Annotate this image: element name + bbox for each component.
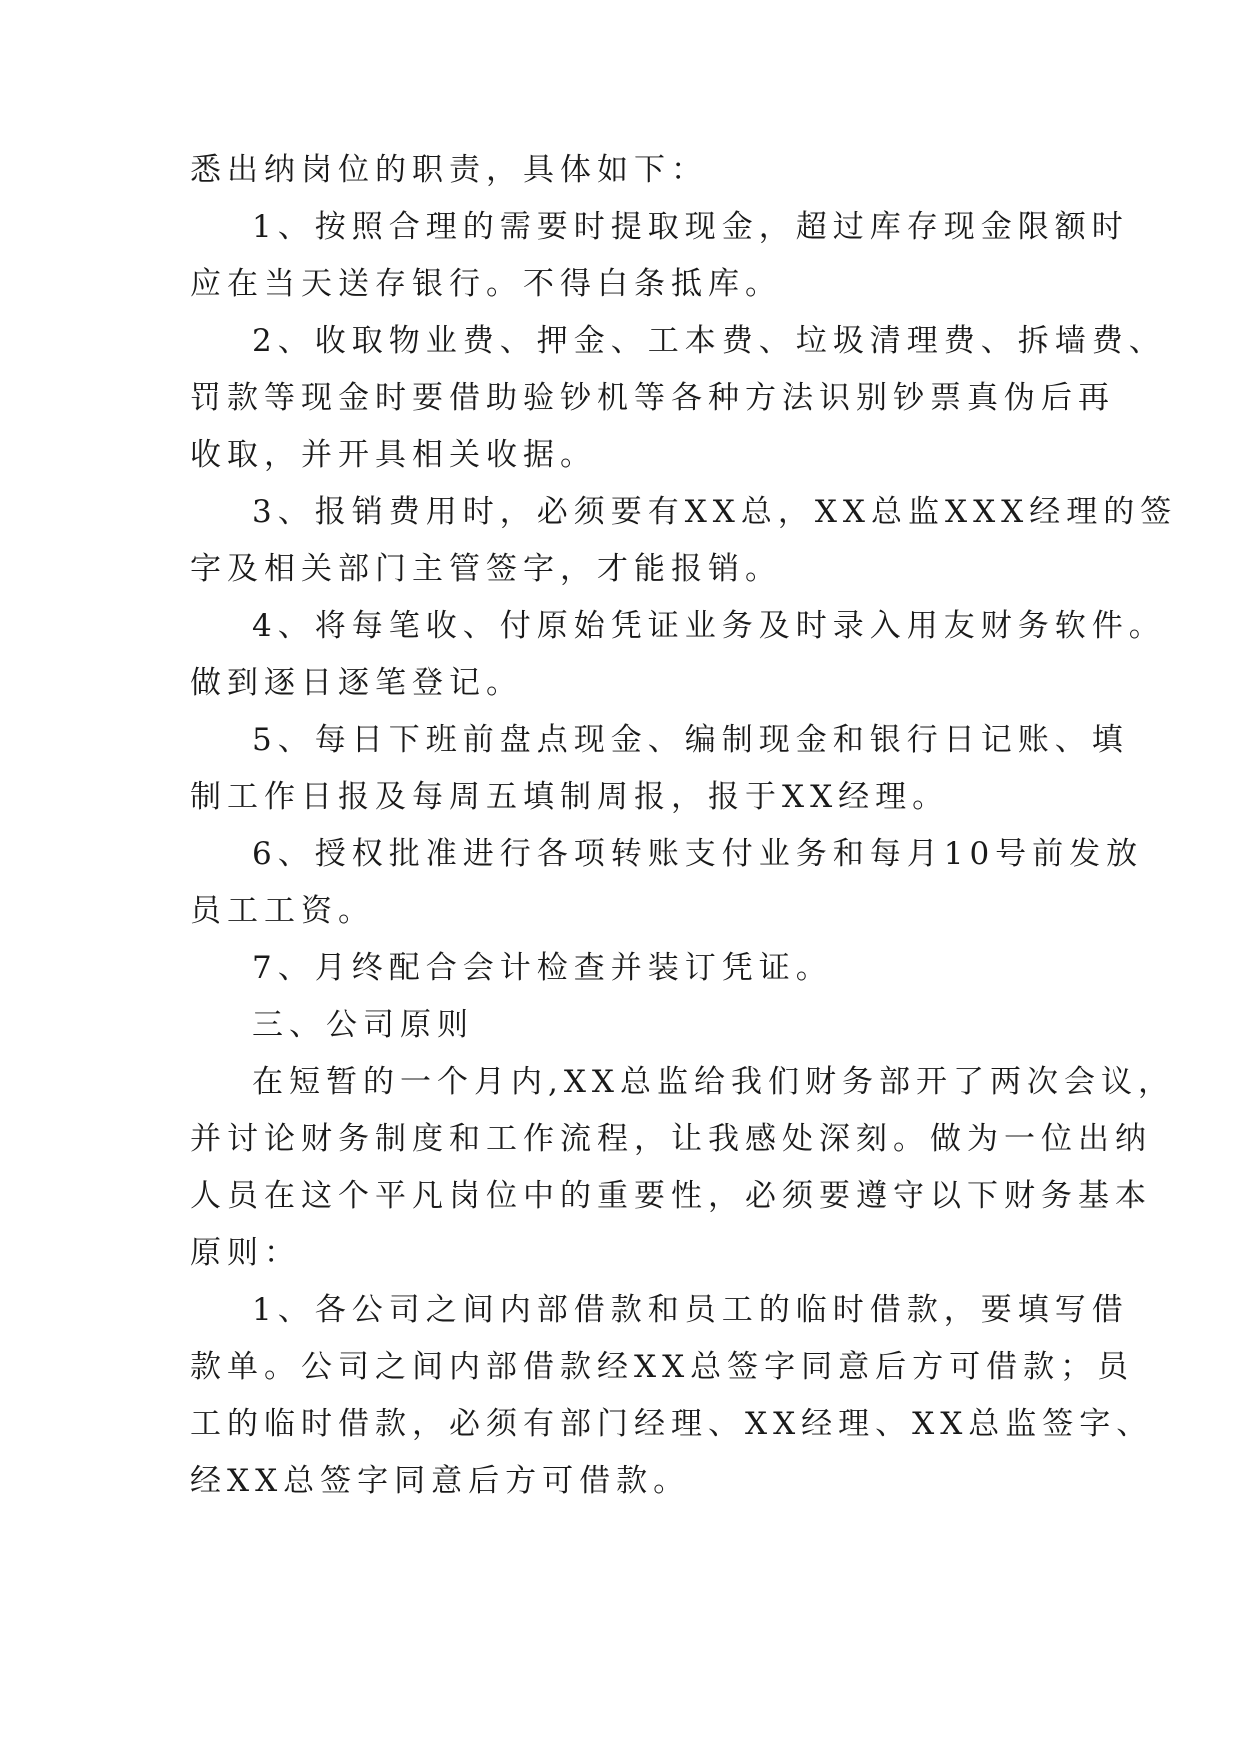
text-line: 工的临时借款，必须有部门经理、XX经理、XX总监签字、 <box>190 1406 1154 1442</box>
text-line: 款单。公司之间内部借款经XX总签字同意后方可借款；员 <box>190 1349 1135 1385</box>
text-line: 悉出纳岗位的职责，具体如下： <box>190 152 708 188</box>
text-line: 在短暂的一个月内,XX总监给我们财务部开了两次会议， <box>252 1064 1175 1100</box>
text-line: 人员在这个平凡岗位中的重要性，必须要遵守以下财务基本 <box>190 1178 1152 1214</box>
text-line: 收取，并开具相关收据。 <box>190 437 597 473</box>
text-line: 1、按照合理的需要时提取现金，超过库存现金限额时 <box>252 209 1129 245</box>
text-line: 做到逐日逐笔登记。 <box>190 665 523 701</box>
text-line: 5、每日下班前盘点现金、编制现金和银行日记账、填 <box>252 722 1129 758</box>
text-line: 6、授权批准进行各项转账支付业务和每月10号前发放 <box>252 836 1144 872</box>
text-line: 7、月终配合会计检查并装订凭证。 <box>252 950 833 986</box>
text-line: 2、收取物业费、押金、工本费、垃圾清理费、拆墙费、 <box>252 323 1166 359</box>
text-line: 制工作日报及每周五填制周报，报于XX经理。 <box>190 779 950 815</box>
text-line: 经XX总签字同意后方可借款。 <box>190 1463 691 1499</box>
text-line: 1、各公司之间内部借款和员工的临时借款，要填写借 <box>252 1292 1129 1328</box>
text-line: 并讨论财务制度和工作流程，让我感处深刻。做为一位出纳 <box>190 1121 1152 1157</box>
text-line: 员工工资。 <box>190 893 375 929</box>
section-heading: 三、公司原则 <box>252 1007 474 1043</box>
text-line: 4、将每笔收、付原始凭证业务及时录入用友财务软件。 <box>252 608 1166 644</box>
text-line: 罚款等现金时要借助验钞机等各种方法识别钞票真伪后再 <box>190 380 1115 416</box>
text-line: 字及相关部门主管签字，才能报销。 <box>190 551 782 587</box>
text-line: 应在当天送存银行。不得白条抵库。 <box>190 266 782 302</box>
text-line: 原则： <box>190 1235 301 1271</box>
text-line: 3、报销费用时，必须要有XX总，XX总监XXX经理的签 <box>252 494 1178 530</box>
